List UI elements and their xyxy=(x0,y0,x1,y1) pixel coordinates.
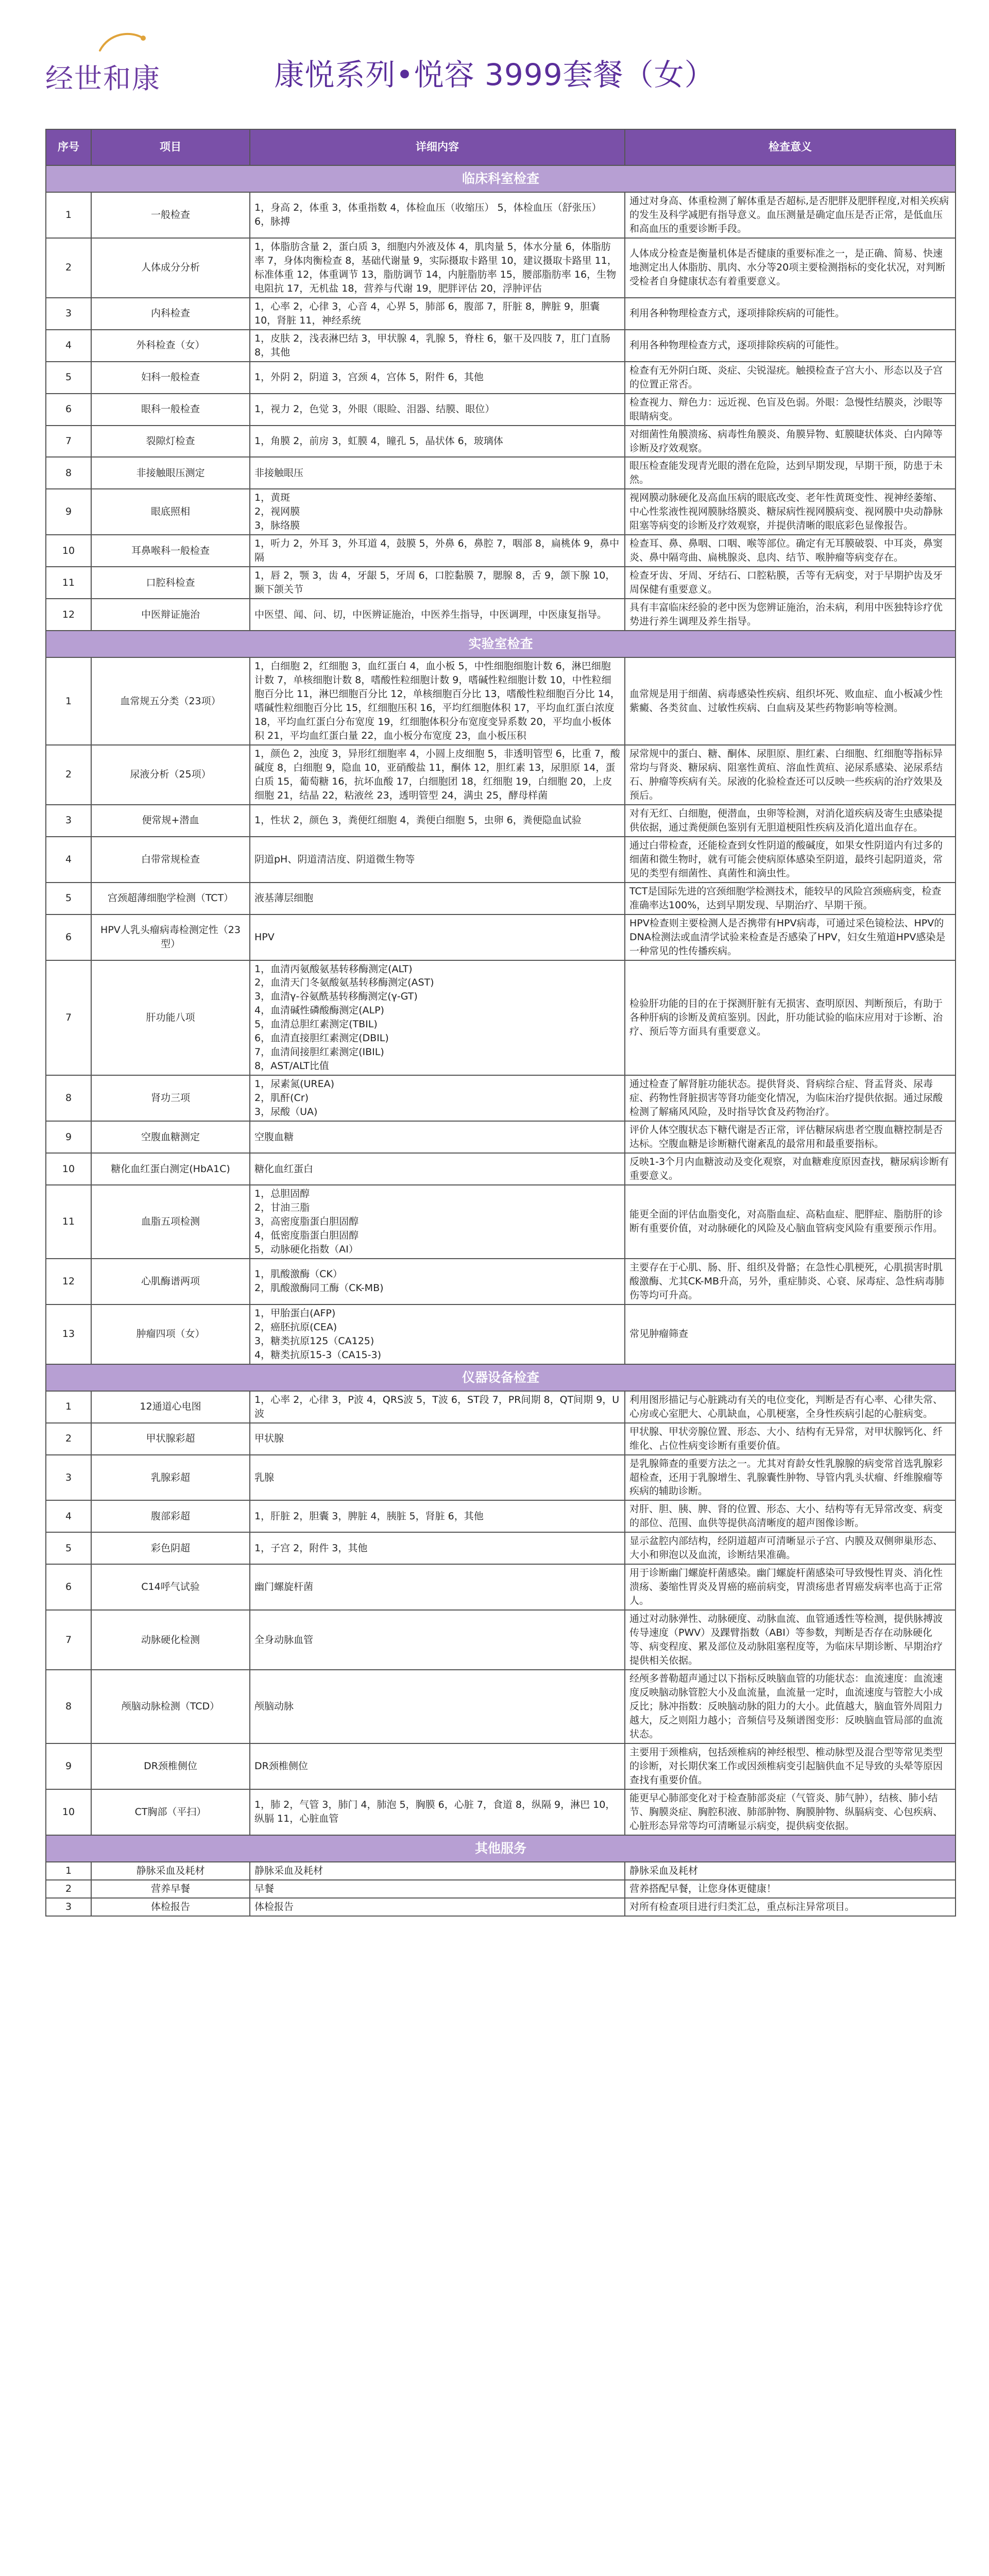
row-number: 2 xyxy=(46,1423,91,1455)
detail-line: 中医望、闻、问、切，中医辨证施治，中医养生指导，中医调理，中医康复指导。 xyxy=(254,608,607,620)
table-row xyxy=(46,1670,956,1743)
row-detail xyxy=(250,745,625,805)
column-header-detail: 详细内容 xyxy=(250,129,625,165)
row-number: 6 xyxy=(46,394,91,426)
table-row xyxy=(46,535,956,567)
detail-line: 2，肌酐(Cr) xyxy=(254,1092,309,1104)
table-row xyxy=(46,1121,956,1153)
row-significance: 通过对动脉弹性、动脉硬度、动脉血流、血管通透性等检测，提供脉搏波传导速度（PWV）及踝臂指数（ABI）等参数，判断是否存在动脉硬化等、病变程度、累及部位及动脉阻塞程度等，为临床早期诊断、早期治疗提供相关依据。 xyxy=(625,1610,956,1670)
detail-line: 2，甘油三脂 xyxy=(254,1202,310,1213)
detail-line: HPV xyxy=(254,931,275,943)
row-significance: TCT是国际先进的宫颈细胞学检测技术，能较早的风险宫颈癌病变，检查准确率达100%，达到早期发现、早期治疗、早期干预。 xyxy=(625,883,956,914)
row-item-name: 肝功能八项 xyxy=(91,960,250,1076)
logo-text: 经世和康 xyxy=(45,62,161,95)
row-item-name: 肾功三项 xyxy=(91,1075,250,1121)
row-item-name: C14呼气试验 xyxy=(91,1564,250,1610)
section-title: 临床科室检查 xyxy=(46,165,956,192)
row-significance: 通过检查了解肾脏功能状态。提供肾炎、肾病综合症、肾盂肾炎、尿毒症、药物性肾脏损害等肾功能变化情况，为临床治疗提供依据。通过尿酸检测了解痛风风险，及时指导饮食及药物治疗。 xyxy=(625,1075,956,1121)
row-detail xyxy=(250,883,625,914)
detail-line: 1，心率 2，心律 3，P波 4，QRS波 5，T波 6，ST段 7，PR间期 8，QT间期 9，U波 xyxy=(254,1394,620,1419)
row-item-name: 宫颈超薄细胞学检测（TCT） xyxy=(91,883,250,914)
table-row xyxy=(46,745,956,805)
row-item-name: 静脉采血及耗材 xyxy=(91,1862,250,1880)
row-number: 9 xyxy=(46,1743,91,1789)
package-table xyxy=(45,129,956,1917)
row-item-name: 营养早餐 xyxy=(91,1880,250,1898)
page-title: 康悦系列•悦容 3999套餐（女） xyxy=(274,57,715,92)
row-detail xyxy=(250,1121,625,1153)
row-significance: 检验肝功能的目的在于探测肝脏有无损害、查明原因、判断预后，有助于各种肝病的诊断及黄疸鉴别。因此，肝功能试验的临床应用对于诊断、治疗、预后等方面具有重要意义。 xyxy=(625,960,956,1076)
row-number: 2 xyxy=(46,745,91,805)
row-item-name: 动脉硬化检测 xyxy=(91,1610,250,1670)
row-number: 11 xyxy=(46,567,91,599)
row-detail xyxy=(250,1259,625,1304)
table-row xyxy=(46,599,956,631)
row-detail xyxy=(250,298,625,330)
row-significance: 评价人体空腹状态下糖代谢是否正常，评估糖尿病患者空腹血糖控制是否达标。空腹血糖是诊断糖代谢紊乱的最常用和最重要指标。 xyxy=(625,1121,956,1153)
row-detail xyxy=(250,1391,625,1423)
row-detail xyxy=(250,960,625,1076)
row-item-name: 颅脑动脉检测（TCD） xyxy=(91,1670,250,1743)
table-row xyxy=(46,1564,956,1610)
row-detail xyxy=(250,1564,625,1610)
detail-line: 糖化血红蛋白 xyxy=(254,1163,314,1175)
row-number: 8 xyxy=(46,1670,91,1743)
row-number: 10 xyxy=(46,1789,91,1835)
row-significance: 视网膜动脉硬化及高血压病的眼底改变、老年性黄斑变性、视神经萎缩、中心性浆液性视网膜脉络膜炎、糖尿病性视网膜病变、视网膜中央动静脉阻塞等病变的诊断及疗效观察，并提供清晰的眼底彩色显像报告。 xyxy=(625,489,956,535)
row-number: 1 xyxy=(46,192,91,238)
detail-line: 1，肌酸激酶（CK） xyxy=(254,1268,343,1280)
detail-line: 1，肝脏 2，胆囊 3，脾脏 4，胰脏 5，肾脏 6，其他 xyxy=(254,1510,484,1522)
row-significance: 对肝、胆、胰、脾、肾的位置、形态、大小、结构等有无异常改变、病变的部位、范围、血供等提供高清晰度的超声图像诊断。 xyxy=(625,1500,956,1532)
table-row xyxy=(46,1259,956,1304)
row-significance: 检查视力、辩色力：远近视、色盲及色弱。外眼：急慢性结膜炎，沙眼等眼睛病变。 xyxy=(625,394,956,426)
row-detail xyxy=(250,238,625,298)
table-row xyxy=(46,489,956,535)
row-significance: HPV检查则主要检测人是否携带有HPV病毒，可通过采色镜检法、HPV的DNA检测法或血清学试验来检查是否感染了HPV，妇女生殖道HPV感染是一种常见的性传播疾病。 xyxy=(625,914,956,960)
table-row xyxy=(46,1455,956,1501)
table-row xyxy=(46,1789,956,1835)
row-number: 5 xyxy=(46,883,91,914)
row-significance: 人体成分检查是衡量机体是否健康的重要标准之一，是正确、简易、快速地测定出人体脂肪、肌肉、水分等20项主要检测指标的变化状况，对判断受检者自身健康状态有着重要意义。 xyxy=(625,238,956,298)
row-significance: 反映1-3个月内血糖波动及变化观察，对血糖难度原因查找，糖尿病诊断有重要意义。 xyxy=(625,1153,956,1185)
row-significance: 通过白带检查，还能检查到女性阴道的酸碱度，如果女性阴道内有过多的细菌和微生物时，就有可能会使病原体感染至阴道，最终引起阴道炎，常见的类型有细菌性、真菌性和滴虫性。 xyxy=(625,837,956,883)
detail-line: 体检报告 xyxy=(254,1901,294,1912)
section-header-row xyxy=(46,165,956,192)
row-significance: 经颅多普勒超声通过以下指标反映脑血管的功能状态：血流速度：血流速度反映脑动脉管腔大小及血流量，血流量一定时，血流速度与管腔大小成反比；脉冲指数：反映脑动脉的阻力的大小。此值越大，脑血管外周阻力越大，反之则阻力越小；音频信号及频谱图变形：反映脑血管局部的血流状态。 xyxy=(625,1670,956,1743)
row-number: 13 xyxy=(46,1304,91,1364)
row-number: 7 xyxy=(46,1610,91,1670)
table-row xyxy=(46,1185,956,1259)
detail-line: 4，低密度脂蛋白胆固醇 xyxy=(254,1229,359,1241)
table-row xyxy=(46,837,956,883)
row-detail xyxy=(250,535,625,567)
row-item-name: 便常规+潜血 xyxy=(91,805,250,837)
table-row xyxy=(46,1423,956,1455)
row-detail xyxy=(250,1185,625,1259)
column-header-significance: 检查意义 xyxy=(625,129,956,165)
row-significance: 对所有检查项目进行归类汇总，重点标注异常项目。 xyxy=(625,1898,956,1916)
row-significance: 显示盆腔内部结构，经阴道超声可清晰显示子宫、内膜及双侧卵巢形态、大小和卵泡以及血流，诊断结果准确。 xyxy=(625,1532,956,1564)
detail-line: 8，AST/ALT比值 xyxy=(254,1060,329,1072)
row-significance: 对细菌性角膜溃疡、病毒性角膜炎、角膜异物、虹膜睫状体炎、白内障等诊断及疗效观察。 xyxy=(625,426,956,457)
row-number: 3 xyxy=(46,805,91,837)
row-detail xyxy=(250,1743,625,1789)
detail-line: 4，血清碱性磷酸酶测定(ALP) xyxy=(254,1005,384,1016)
detail-line: 1，外阴 2，阴道 3，宫颈 4，宫体 5，附件 6，其他 xyxy=(254,371,484,383)
row-number: 10 xyxy=(46,535,91,567)
detail-line: 阴道pH、阴道清洁度、阴道微生物等 xyxy=(254,853,415,865)
detail-line: DR颈椎侧位 xyxy=(254,1760,308,1772)
row-detail xyxy=(250,1153,625,1185)
row-item-name: 乳腺彩超 xyxy=(91,1455,250,1501)
row-detail xyxy=(250,192,625,238)
row-significance: 主要存在于心肌、肠、肝、组织及骨骼；在急性心肌梗死，心肌损害时肌酸激酶、尤其CK-MB升高，另外，重症肺炎、心衰、尿毒症、急性病毒肺伤等均可升高。 xyxy=(625,1259,956,1304)
row-significance: 血常规是用于细菌、病毒感染性疾病、组织坏死、败血症、血小板减少性紫癜、各类贫血、过敏性疾病、白血病及某些药物影响等检测。 xyxy=(625,657,956,745)
row-item-name: 12通道心电图 xyxy=(91,1391,250,1423)
section-title: 仪器设备检查 xyxy=(46,1364,956,1391)
row-number: 4 xyxy=(46,1500,91,1532)
row-number: 9 xyxy=(46,1121,91,1153)
row-number: 6 xyxy=(46,1564,91,1610)
detail-line: 1，视力 2，色觉 3，外眼（眼睑、泪器、结膜、眼位） xyxy=(254,403,495,415)
table-row xyxy=(46,883,956,914)
row-item-name: 肿瘤四项（女） xyxy=(91,1304,250,1364)
detail-line: 1，黄斑 xyxy=(254,492,291,504)
table-row xyxy=(46,238,956,298)
detail-line: 2，血清天门冬氨酸氨基转移酶测定(AST) xyxy=(254,977,434,989)
row-item-name: 人体成分分析 xyxy=(91,238,250,298)
detail-line: 2，视网膜 xyxy=(254,506,300,518)
row-detail xyxy=(250,1898,625,1916)
row-number: 6 xyxy=(46,914,91,960)
row-item-name: HPV人乳头瘤病毒检测定性（23型） xyxy=(91,914,250,960)
table-row xyxy=(46,960,956,1076)
row-item-name: 心肌酶谱两项 xyxy=(91,1259,250,1304)
detail-line: 2，肌酸激酶同工酶（CK-MB) xyxy=(254,1282,384,1294)
row-number: 8 xyxy=(46,457,91,489)
detail-line: 2，癌胚抗原(CEA) xyxy=(254,1321,337,1333)
column-header-item: 项目 xyxy=(91,129,250,165)
detail-line: 1，角膜 2，前房 3，虹膜 4，瞳孔 5，晶状体 6，玻璃体 xyxy=(254,435,503,447)
row-detail xyxy=(250,489,625,535)
row-detail xyxy=(250,1500,625,1532)
row-significance: 用于诊断幽门螺旋杆菌感染。幽门螺旋杆菌感染可导致慢性胃炎、消化性溃疡、萎缩性胃炎及胃癌的癌前病变，胃溃疡患者胃癌发病率也高于正常人。 xyxy=(625,1564,956,1610)
row-significance: 检查牙齿、牙周、牙结石、口腔粘膜，舌等有无病变，对于早期护齿及牙周保健有重要意义。 xyxy=(625,567,956,599)
row-number: 10 xyxy=(46,1153,91,1185)
table-row xyxy=(46,426,956,457)
row-item-name: 非接触眼压测定 xyxy=(91,457,250,489)
detail-line: 5，血清总胆红素测定(TBIL) xyxy=(254,1019,378,1030)
row-significance: 能更全面的评估血脂变化，对高脂血症、高粘血症、肥胖症、脂肪肝的诊断有重要价值，对动脉硬化的风险及心脑血管病变风险有重要预示作用。 xyxy=(625,1185,956,1259)
row-detail xyxy=(250,567,625,599)
row-item-name: 空腹血糖测定 xyxy=(91,1121,250,1153)
row-significance: 营养搭配早餐，让您身体更健康！ xyxy=(625,1880,956,1898)
row-number: 12 xyxy=(46,1259,91,1304)
row-number: 3 xyxy=(46,1898,91,1916)
detail-line: 1，甲胎蛋白(AFP) xyxy=(254,1307,336,1319)
row-significance: 眼压检查能发现青光眼的潜在危险，达到早期发现，早期干预，防患于未然。 xyxy=(625,457,956,489)
row-detail xyxy=(250,394,625,426)
row-item-name: 内科检查 xyxy=(91,298,250,330)
row-detail xyxy=(250,426,625,457)
row-item-name: 口腔科检查 xyxy=(91,567,250,599)
row-detail xyxy=(250,1423,625,1455)
row-item-name: 甲状腺彩超 xyxy=(91,1423,250,1455)
detail-line: 静脉采血及耗材 xyxy=(254,1865,323,1876)
detail-line: 1，身高 2，体重 3，体重指数 4，体检血压（收缩压） 5，体检血压（舒张压） 6，脉搏 xyxy=(254,202,602,228)
table-row xyxy=(46,1880,956,1898)
detail-line: 1，听力 2，外耳 3，外耳道 4，鼓膜 5，外鼻 6，鼻腔 7，咽部 8，扁桃体 9，鼻中隔 xyxy=(254,538,620,564)
row-significance: 利用各种物理检查方式，逐项排除疾病的可能性。 xyxy=(625,298,956,330)
row-detail xyxy=(250,330,625,362)
section-header-row xyxy=(46,1364,956,1391)
table-row xyxy=(46,457,956,489)
table-row xyxy=(46,1153,956,1185)
table-row xyxy=(46,1743,956,1789)
table-row xyxy=(46,567,956,599)
section-header-row xyxy=(46,631,956,657)
detail-line: 颅脑动脉 xyxy=(254,1701,294,1713)
detail-line: 3，高密度脂蛋白胆固醇 xyxy=(254,1215,359,1227)
detail-line: 1，血清丙氨酸氨基转移酶测定(ALT) xyxy=(254,963,413,975)
row-item-name: 尿液分析（25项） xyxy=(91,745,250,805)
row-number: 7 xyxy=(46,960,91,1076)
row-number: 8 xyxy=(46,1075,91,1121)
table-row xyxy=(46,657,956,745)
row-item-name: 血常规五分类（23项） xyxy=(91,657,250,745)
row-item-name: 糖化血红蛋白测定(HbA1C) xyxy=(91,1153,250,1185)
detail-line: 1，白细胞 2，红细胞 3，血红蛋白 4，血小板 5，中性细胞细胞计数 6，淋巴细胞计数 7，单核细胞计数 8，嗜酸性粒细胞计数 9，嗜碱性粒细胞计数 10，中性粒细胞百分比 11，淋巴细胞百分比 12，单核细胞百分比 13，嗜酸性粒细胞百分比 14，嗜碱性粒细胞百分比 15，红细胞压积 16，平均红细胞体积 17，平均血红蛋白浓度 18，平均血红蛋白分布宽度 19，红细胞体积分布宽度变异系数 20，平均血小板体积 21，平均血红蛋白量 22，血小板分布宽度 23，血小板压积 xyxy=(254,660,620,741)
row-item-name: 眼科一般检查 xyxy=(91,394,250,426)
table-row xyxy=(46,1391,956,1423)
table-row xyxy=(46,1304,956,1364)
section-title: 实验室检查 xyxy=(46,631,956,657)
detail-line: 1，唇 2，颚 3，齿 4，牙龈 5，牙周 6，口腔黏膜 7，腮腺 8，舌 9，颌下腺 10，颞下颌关节 xyxy=(254,570,616,596)
row-number: 9 xyxy=(46,489,91,535)
row-detail xyxy=(250,362,625,394)
detail-line: 液基薄层细胞 xyxy=(254,892,314,904)
row-significance: 检查有无外阴白斑、炎症、尖锐湿疣。触摸检查子宫大小、形态以及子宫的位置正常否。 xyxy=(625,362,956,394)
row-detail xyxy=(250,1670,625,1743)
row-item-name: 裂隙灯检查 xyxy=(91,426,250,457)
row-detail xyxy=(250,599,625,631)
row-detail xyxy=(250,1880,625,1898)
row-significance: 通过对身高、体重检测了解体重是否超标,是否肥胖及肥胖程度,对相关疾病的发生及科学减肥有指导意义。血压测量是确定血压是否正常，是低血压和高血压的重要诊断手段。 xyxy=(625,192,956,238)
table-row xyxy=(46,1862,956,1880)
row-number: 3 xyxy=(46,298,91,330)
row-detail xyxy=(250,1532,625,1564)
row-number: 1 xyxy=(46,1862,91,1880)
section-header-row xyxy=(46,1835,956,1862)
row-detail xyxy=(250,457,625,489)
row-number: 1 xyxy=(46,1391,91,1423)
row-number: 4 xyxy=(46,330,91,362)
row-item-name: 腹部彩超 xyxy=(91,1500,250,1532)
detail-line: 3，血清γ-谷氨酰基转移酶测定(γ-GT) xyxy=(254,991,418,1003)
row-significance: 能更早心肺部变化对于检查肺部炎症（气管炎、肺气肿），结核、肺小结节、胸膜炎症、胸腔积液、肺部肿物、胸膜肿物、纵膈病变、心包疾病、心脏形态异常等均可清晰显示病变，提供病变依据。 xyxy=(625,1789,956,1835)
detail-line: 乳腺 xyxy=(254,1471,275,1483)
row-detail xyxy=(250,657,625,745)
row-item-name: 外科检查（女） xyxy=(91,330,250,362)
row-number: 3 xyxy=(46,1455,91,1501)
row-significance: 对有无红、白细胞，便潜血，虫卵等检测，对消化道疾病及寄生虫感染提供依据，通过粪便颜色鉴别有无胆道梗阻性疾病及消化道出血存在。 xyxy=(625,805,956,837)
detail-line: 4，糖类抗原15-3（CA15-3) xyxy=(254,1349,382,1361)
column-header-no: 序号 xyxy=(46,129,91,165)
table-row xyxy=(46,192,956,238)
row-detail xyxy=(250,1789,625,1835)
detail-line: 1，体脂肪含量 2，蛋白质 3，细胞内外液及体 4，肌肉量 5，体水分量 6，体脂肪率 7，身体肉衡检查 8，基础代谢量 9，实际摄取卡路里 10，建议摄取卡路里 11，标准体重 12，体重调节 13，脂肪调节 14，内脏脂肪率 15，腰部脂肪率 16，生物电阻抗 17，无机盐 18，营养与代谢 19，肥胖评估 20，浮肿评估 xyxy=(254,241,617,294)
detail-line: 3，糖类抗原125（CA125) xyxy=(254,1335,374,1347)
row-number: 11 xyxy=(46,1185,91,1259)
row-significance: 尿常规中的蛋白、糖、酮体、尿胆原、胆红素、白细胞、红细胞等指标异常均与肾炎、糖尿病、阻塞性黄疸、溶血性黄疸、泌尿系感染、泌尿系结石、肿瘤等疾病有关。尿液的化验检查还可以反映一些疾病的治疗效果及预后。 xyxy=(625,745,956,805)
row-detail xyxy=(250,805,625,837)
detail-line: 1，子宫 2，附件 3，其他 xyxy=(254,1542,368,1554)
detail-line: 幽门螺旋杆菌 xyxy=(254,1581,314,1593)
table-row xyxy=(46,1898,956,1916)
row-number: 5 xyxy=(46,362,91,394)
row-number: 12 xyxy=(46,599,91,631)
row-significance: 主要用于颈椎病，包括颈椎病的神经根型、椎动脉型及混合型等常见类型的诊断，对长期伏案工作或因颈椎病变引起脑供血不足导致的头晕等原因查找有重要价值。 xyxy=(625,1743,956,1789)
detail-line: 早餐 xyxy=(254,1883,275,1894)
table-row xyxy=(46,1075,956,1121)
table-row xyxy=(46,298,956,330)
table-row xyxy=(46,362,956,394)
row-number: 1 xyxy=(46,657,91,745)
row-item-name: 白带常规检查 xyxy=(91,837,250,883)
detail-line: 1，性状 2，颜色 3，粪便红细胞 4，粪便白细胞 5，虫卵 6，粪便隐血试验 xyxy=(254,815,582,826)
row-number: 2 xyxy=(46,238,91,298)
row-number: 4 xyxy=(46,837,91,883)
detail-line: 1，心率 2，心律 3，心音 4，心界 5，肺部 6，腹部 7，肝脏 8，脾脏 9，胆囊 10，肾脏 11，神经系统 xyxy=(254,300,600,326)
row-item-name: 体检报告 xyxy=(91,1898,250,1916)
table-row xyxy=(46,330,956,362)
row-item-name: CT胸部（平扫） xyxy=(91,1789,250,1835)
detail-line: 7，血清间接胆红素测定(IBIL) xyxy=(254,1046,384,1058)
row-item-name: 中医辩证施治 xyxy=(91,599,250,631)
detail-line: 3，尿酸（UA) xyxy=(254,1106,318,1118)
detail-line: 甲状腺 xyxy=(254,1433,284,1445)
table-header-row xyxy=(46,129,956,165)
row-detail xyxy=(250,914,625,960)
table-body xyxy=(46,165,956,1916)
table-row xyxy=(46,394,956,426)
table-row xyxy=(46,805,956,837)
row-significance: 利用图形描记与心脏跳动有关的电位变化，判断是否有心率、心律失常、心房或心室肥大、心肌缺血，心肌梗塞，全身性疾病引起的心脏病变。 xyxy=(625,1391,956,1423)
detail-line: 1，肺 2，气管 3，肺门 4，肺泡 5，胸膜 6，心脏 7，食道 8，纵隔 9，淋巴 10，纵膈 11，心脏血管 xyxy=(254,1799,616,1825)
row-item-name: 眼底照相 xyxy=(91,489,250,535)
page-header xyxy=(0,0,989,116)
section-title: 其他服务 xyxy=(46,1835,956,1862)
row-detail xyxy=(250,1455,625,1501)
row-detail xyxy=(250,1610,625,1670)
detail-line: 1，总胆固醇 xyxy=(254,1188,310,1200)
row-significance: 甲状腺、甲状旁腺位置、形态、大小、结构有无异常，对甲状腺钙化、纤维化、占位性病变诊断有重要价值。 xyxy=(625,1423,956,1455)
detail-line: 1，尿素氮(UREA) xyxy=(254,1078,335,1090)
detail-line: 1，皮肤 2，浅表淋巴结 3，甲状腺 4，乳腺 5，脊柱 6，躯干及四肢 7，肛门直肠 8，其他 xyxy=(254,332,610,358)
row-detail xyxy=(250,1075,625,1121)
detail-line: 非接触眼压 xyxy=(254,467,304,479)
row-significance: 静脉采血及耗材 xyxy=(625,1862,956,1880)
row-item-name: DR颈椎侧位 xyxy=(91,1743,250,1789)
detail-line: 1，颜色 2，浊度 3，异形红细胞率 4，小圆上皮细胞 5，非透明管型 6，比重 7，酸碱度 8，白细胞 9，隐血 10，亚硝酸盐 11，酮体 12，胆红素 13，尿胆原 14，蛋白质 15，葡萄糖 16，抗坏血酸 17，白细胞团 18，红细胞 19，白细胞 20，上皮细胞 21，结晶 22，粘液丝 23，透明管型 24，满虫 25，酵母样菌 xyxy=(254,748,620,801)
row-detail xyxy=(250,1862,625,1880)
row-significance: 利用各种物理检查方式，逐项排除疾病的可能性。 xyxy=(625,330,956,362)
row-number: 2 xyxy=(46,1880,91,1898)
detail-line: 6，血清直接胆红素测定(DBIL) xyxy=(254,1032,389,1044)
row-significance: 检查耳、鼻、鼻咽、口咽、喉等部位。确定有无耳膜破裂、中耳炎，鼻窦炎、鼻中隔弯曲、扁桃腺炎、息肉、结节、喉肿瘤等病变存在。 xyxy=(625,535,956,567)
row-significance: 是乳腺筛查的重要方法之一。尤其对育龄女性乳腺腺的病变常首选乳腺彩超检查，还用于乳腺增生、乳腺囊性肿物、导管内乳头状瘤、纤维腺瘤等疾病的辅助诊断。 xyxy=(625,1455,956,1501)
row-significance: 常见肿瘤筛查 xyxy=(625,1304,956,1364)
row-item-name: 妇科一般检查 xyxy=(91,362,250,394)
row-item-name: 一般检查 xyxy=(91,192,250,238)
row-number: 7 xyxy=(46,426,91,457)
table-row xyxy=(46,1500,956,1532)
row-item-name: 彩色阴超 xyxy=(91,1532,250,1564)
row-detail xyxy=(250,837,625,883)
row-significance: 具有丰富临床经验的老中医为您辨证施治，治未病，利用中医独特诊疗优势进行养生调理及养生指导。 xyxy=(625,599,956,631)
row-item-name: 耳鼻喉科一般检查 xyxy=(91,535,250,567)
table-row xyxy=(46,1610,956,1670)
row-number: 5 xyxy=(46,1532,91,1564)
detail-line: 全身动脉血管 xyxy=(254,1634,314,1646)
table-row xyxy=(46,914,956,960)
detail-line: 5，动脉硬化指数（AI） xyxy=(254,1243,359,1255)
row-item-name: 血脂五项检测 xyxy=(91,1185,250,1259)
detail-line: 空腹血糖 xyxy=(254,1131,294,1143)
row-detail xyxy=(250,1304,625,1364)
table-row xyxy=(46,1532,956,1564)
detail-line: 3，脉络膜 xyxy=(254,520,300,532)
